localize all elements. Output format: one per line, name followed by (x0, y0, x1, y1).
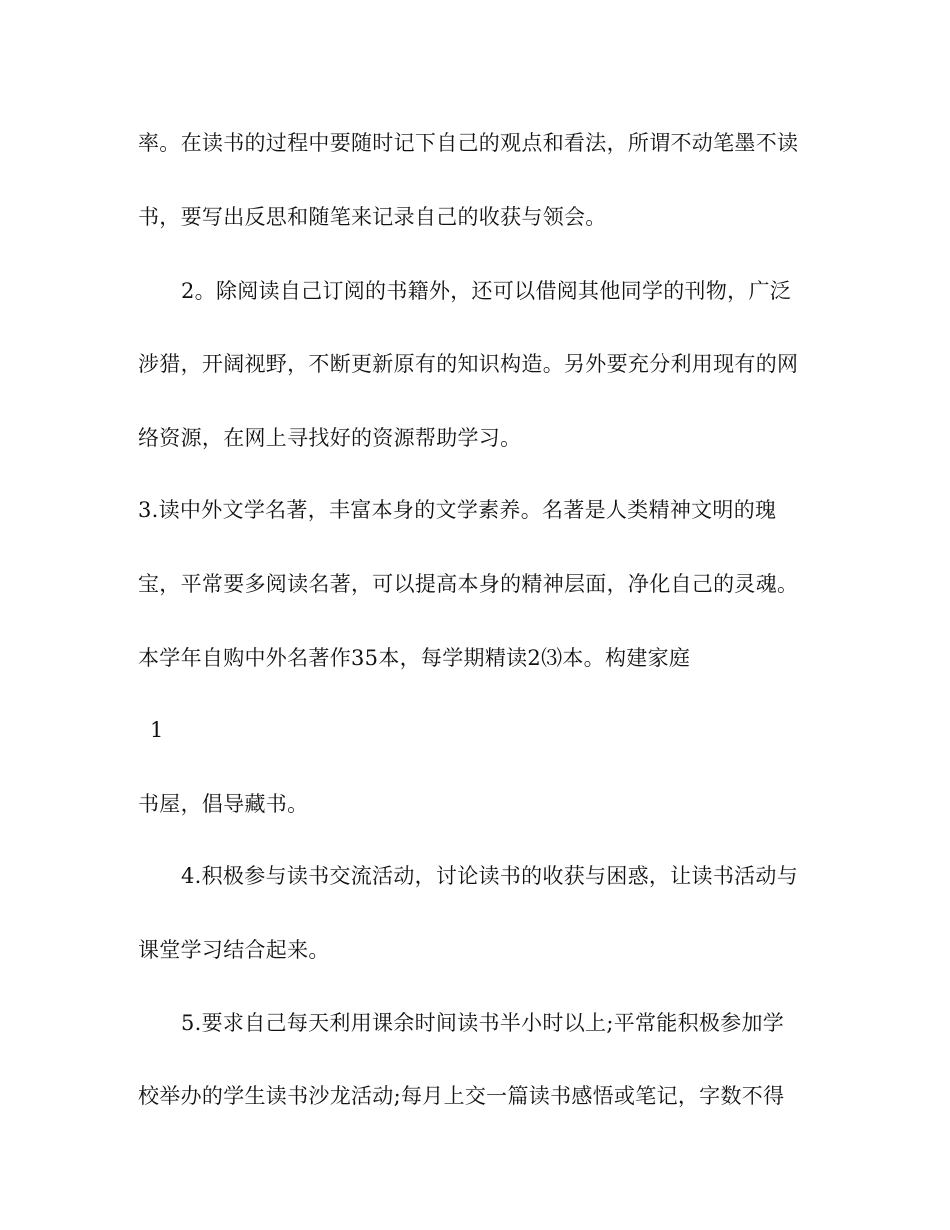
text-line: 校举办的学生读书沙龙活动;每月上交一篇读书感悟或笔记，字数不得 (138, 1084, 785, 1108)
text-line: 3.读中外文学名著，丰富本身的文学素养。名著是人类精神文明的瑰 (138, 498, 777, 522)
text-line: 书，要写出反思和随笔来记录自己的收获与领会。 (138, 205, 607, 229)
text-line: 宝，平常要多阅读名著，可以提高本身的精神层面，净化自己的灵魂。 (138, 572, 799, 596)
text-line: 4.积极参与读书交流活动，讨论读书的收获与困惑，让读书活动与 (181, 864, 799, 888)
text-line: 率。在读书的过程中要随时记下自己的观点和看法，所谓不动笔墨不读 (138, 131, 799, 155)
text-line: 本学年自购中外名著作35本，每学期精读2⑶本。构建家庭 (138, 646, 691, 670)
text-line: 2。除阅读自己订阅的书籍外，还可以借阅其他同学的刊物，广泛 (181, 279, 792, 303)
text-line: 5.要求自己每天利用课余时间读书半小时以上;平常能积极参加学 (181, 1011, 785, 1035)
page-number: 1 (150, 718, 164, 742)
text-line: 涉猎，开阔视野，不断更新原有的知识构造。另外要充分利用现有的网 (138, 352, 799, 376)
text-line: 课堂学习结合起来。 (138, 938, 330, 962)
text-line: 络资源，在网上寻找好的资源帮助学习。 (138, 426, 522, 450)
text-line: 书屋，倡导藏书。 (138, 792, 309, 816)
